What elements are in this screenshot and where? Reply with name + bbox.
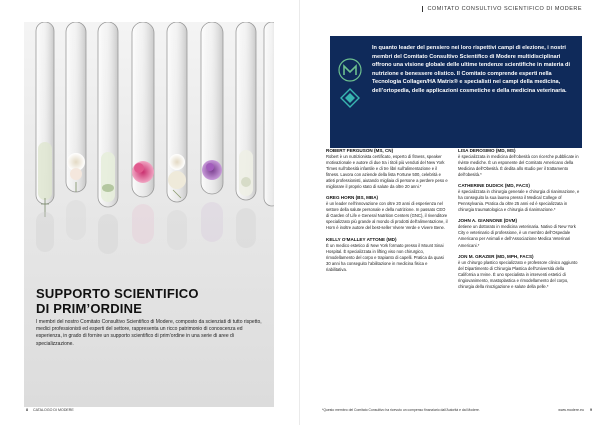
intro-paragraph: I membri del nostro Comitato Consultivo Scientifico di Modere, composto da scienziati di tutto rispetto, medici professionisti ed esperti del settore, rappresenta un ricco patrimonio di conoscenza ed esperienza, in grado di fornire un supporto scientifico di prim’ordine in una serie di aree di specializzazione. — [36, 319, 262, 347]
bio-entry — [458, 253, 580, 290]
website-link[interactable]: www.modere.eu — [558, 408, 584, 412]
page-headline — [36, 286, 256, 316]
tube-2 — [66, 22, 86, 192]
bio-entry — [458, 217, 580, 248]
test-tubes-illustration — [24, 22, 274, 407]
tube-1 — [36, 22, 54, 217]
section-header: COMITATO CONSULTIVO SCIENTIFICO DI MODERE — [422, 6, 582, 12]
tube-4 — [132, 22, 154, 197]
bio-entry — [326, 194, 448, 231]
tube-reflections — [36, 200, 256, 254]
bio-text: è specializzata in chirurgia generale e chirurgia di rianimazione, e ha conseguito la sua laurea presso il Medical College of Pennsylvania. Pratica da oltre 25 anni ed è specializzata in chirurgia traumatologica e chirurgia di rianimazione.* — [458, 189, 580, 213]
tube-7 — [236, 22, 256, 200]
headline-line-1: SUPPORTO SCIENTIFICO — [36, 286, 199, 301]
headline-line-2: DI PRIM’ORDINE — [36, 301, 143, 316]
tube-6 — [201, 22, 223, 194]
bio-text: è un chirurgo plastico specializzato e professore clinico aggiunto del Dipartimento di Chirurgia Plastica dell’Università della California a Irvine. È uno specialista in interventi estetici di ringiovanimento, mastoplastica e rimodellamento del corpo, chirurgia della rinozigazione e salute della pelle.* — [458, 259, 578, 289]
bio-name: KELLY O’MALLEY ATTONE (MD) — [326, 236, 397, 242]
bio-name: JON M. GRAZER (MD, MPH, FACS) — [458, 253, 534, 259]
logo-column — [338, 58, 362, 114]
modere-m-logo — [339, 59, 361, 81]
bio-name: JOHN A. GIANNONE (DVM) — [458, 218, 518, 224]
bio-text: È un medico estetico di New York formato presso il Mount Sinai Hospital. È specializzata in lifting viso non chirurgico, rimodellamento del corpo e trapianto di capelli. Pratica da quasi 30 anni ha conseguito l’abilitazione in medicina fisica e riabilitativa. — [326, 242, 444, 272]
bio-name: LISA DEROSIMO (MD, MS) — [458, 148, 516, 153]
left-footer — [26, 408, 74, 412]
modere-diamond-logo — [341, 89, 359, 107]
tube-3 — [98, 22, 118, 207]
bio-name: CATHERINE DUDICK (MD, FACS) — [458, 183, 530, 189]
bio-text: è un leader nell’innovazione con oltre 20 anni di esperienza nel settore della salute personale e della nutrizione. In passato CEO di Garden of Life e General Nutrition Centers (GNC), il rivenditore specializzato più grande al mondo di prodotti dell’alimentazione, il Horn è inoltre autore del best-seller Vivere Verde e Vivere Bene. — [326, 201, 448, 231]
bio-entry — [458, 147, 580, 178]
tube-8 — [264, 22, 274, 206]
bios-column-right — [458, 147, 580, 294]
left-page-number: 8 — [26, 408, 28, 412]
bio-text: Robert è un nutrizionista certificato, esperto di fitness, speaker motivazionale e autore di due tra i titoli più venduti del New York Times sull’obesità infantile e di tre libri sull’alimentazione e il fitness. Lavora con aziende della lista Fortune 500, celebrità e atleti professionisti, aiutando migliaia di persone a perdere peso e migliorare il proprio stato di salute da oltre 20 anni.* — [326, 154, 448, 190]
bio-entry — [326, 147, 448, 190]
bio-text: detiene un dottorato in medicina veterinaria. Nativo di New York City e veterinario di professione, è un membro dell’Ospedale Americano per Animali e dell’Associazione Medica Veterinari Americani.* — [458, 224, 576, 248]
catalog-label: CATALOGO DI MODERE — [33, 408, 74, 412]
bio-name: GREG HORN (BS, MBA) — [326, 195, 379, 201]
bio-entry — [458, 182, 580, 213]
highlight-text: In quanto leader del pensiero nei loro rispettivi campi di elezione, i nostri membri del Comitato Consultivo Scientifico di Modere multidisciplinari offrono una visione globale delle ultime tendenze scientifiche in materia di nutrizione e benessere olistico. Il Comitato comprende esperti nella Tecnologia Collagen/HA Matrix® e specialisti nei campi della medicina, dell’ortopedia, delle applicazioni cosmetiche e della medicina veterinaria. — [372, 45, 570, 94]
right-footer — [558, 408, 592, 412]
bio-entry — [326, 236, 448, 273]
tube-5 — [167, 22, 187, 202]
bio-text: è specializzata in medicina dell’obesità con ricerche pubblicate in riviste mediche. È un esponente del Comitato Americano della Medicina dell’Obesità. È dedita allo studio per il trattamento dell’obesità.* — [458, 154, 579, 178]
bio-name: ROBERT FERGUSON (MS, CN) — [326, 148, 394, 153]
test-tubes-photo — [24, 22, 274, 407]
bios-column-left — [326, 147, 448, 277]
right-page-number: 9 — [590, 408, 592, 412]
footnote: *Questo membro del Comitato Consultivo ha ricevuto un compenso finanziario dall'Autorità e dal Modere. — [322, 408, 480, 412]
